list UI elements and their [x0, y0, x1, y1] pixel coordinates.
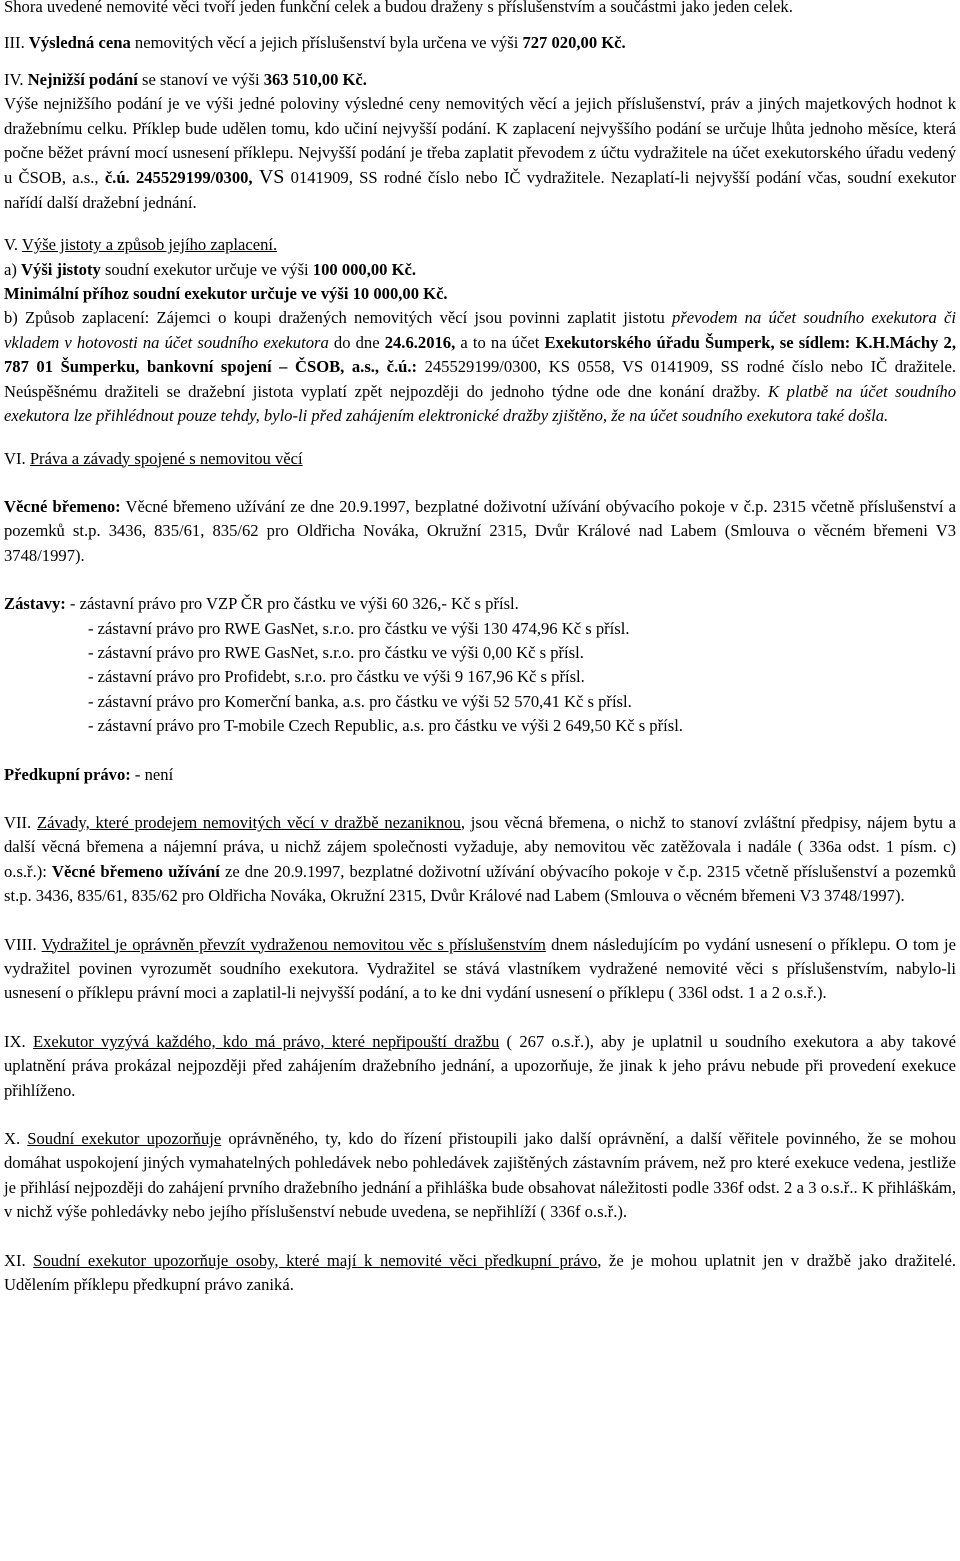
section-number: V.	[4, 235, 18, 255]
intro-paragraph: Shora uvedené nemovité věci tvoří jeden funkční celek a budou draženy s příslušenstvím a součástmi jako jeden celek.	[4, 0, 793, 16]
section-v-b	[4, 306, 956, 428]
section-v-b-account: 245529199/0300, KS 0558, VS 0141909,	[417, 357, 714, 377]
section-number: IX.	[4, 1031, 26, 1051]
section-iv-ss: SS rodné číslo nebo IČ vydražitele.	[352, 168, 605, 188]
section-v-b-prefix: b) Způsob zaplacení: Zájemci o koupi dražených nemovitých věcí jsou povinni zaplatit jistotu	[4, 308, 672, 328]
preemption-label: Předkupní právo:	[4, 764, 131, 784]
section-iv-account: č.ú. 245529199/0300,	[104, 168, 253, 188]
document-page	[4, 0, 956, 1297]
section-v-b-italic2: K platbě na účet soudního exekutora lze přihlédnout pouze tehdy, bylo-li před zahájením elektronické dražby zjištěno, že na účet soudního exekutora také došla.	[4, 381, 956, 426]
section-xi-paragraph	[4, 1249, 956, 1298]
lien-item: - zástavní právo pro Profidebt, s.r.o. pro částku ve výši 9 167,96 Kč s přísl.	[88, 667, 585, 687]
section-x-text: oprávněného, ty, kdo do řízení přistoupili jako další oprávnění, a další věřitele povinného, že se mohou domáhat uspokojení jiných vymahatelných pohledávek nebo pohledávek zajištěných zástavním právem, než pro které exekuce vedena, jestliže je přihlásí nejpozději do zahájení prvního dražebního jednání a přihláška bude obsahovat náležitosti podle 336f odst. 2 a 3 o.s.ř.. K přihláškám, v nichž výše pohledávky nebo jejího příslušenství nebude uvedena, se nepřihlíží ( 336f o.s.ř.).	[4, 1129, 956, 1222]
section-number: VII.	[4, 812, 32, 832]
section-number: VI.	[4, 448, 26, 468]
section-x-paragraph	[4, 1127, 956, 1225]
section-v-b-italic: převodem na účet soudního exekutora či vkladem v hotovosti na účet soudního exekutora	[4, 308, 956, 352]
section-v-b-text4: SS rodné číslo nebo IČ dražitele. Neúspěšnému dražiteli se dražební jistota vyplatí zpět nejpozději do jednoho týdne ode dne konání dražby.	[4, 357, 956, 401]
section-vii-bold: Věcné břemeno užívání	[51, 861, 220, 881]
section-iii-amount: 727 020,00 Kč.	[522, 33, 626, 53]
lien-item: - zástavní právo pro RWE GasNet, s.r.o. pro částku ve výši 130 474,96 Kč s přísl.	[88, 618, 630, 638]
section-iii-text: nemovitých věcí a jejich příslušenství byla určena ve výši	[130, 33, 523, 53]
section-v-a-amount: 100 000,00 Kč.	[312, 259, 417, 279]
section-xi-title: Soudní exekutor upozorňuje osoby, které mají k nemovité věci předkupní právo	[33, 1250, 598, 1270]
lien-item: - zástavní právo pro RWE GasNet, s.r.o. pro částku ve výši 0,00 Kč s přísl.	[88, 642, 584, 662]
section-iv-p2: Nezaplatí-li nejvyšší podání včas, soudní exekutor nařídí další dražební jednání.	[4, 168, 956, 212]
section-vi-heading	[4, 447, 956, 471]
section-v-a	[4, 258, 956, 282]
section-iv-bold: Nejnižší podání	[27, 69, 138, 89]
lien-item: - zástavní právo pro T-mobile Czech Republic, a.s. pro částku ve výši 2 649,50 Kč s přísl.	[88, 716, 683, 736]
section-v-b-text2: do dne	[328, 332, 385, 352]
section-vii-paragraph	[4, 811, 956, 909]
section-number: IV.	[4, 69, 24, 89]
section-ix-paragraph	[4, 1030, 956, 1103]
section-iv-paragraph	[4, 92, 956, 215]
section-v-a-text: soudní exekutor určuje ve výši	[100, 259, 313, 279]
section-v-title: Výše jistoty a způsob jejího zaplacení.	[21, 235, 278, 255]
liens-list	[4, 592, 956, 738]
section-ix-title: Exekutor vyzývá každého, kdo má právo, které nepřipouští dražbu	[32, 1031, 500, 1051]
section-v-b-date: 24.6.2016,	[384, 332, 456, 352]
section-v-heading	[4, 233, 956, 257]
section-v-a-bold: Výši jistoty	[21, 259, 101, 279]
section-v-a-prefix: a)	[4, 259, 22, 279]
easement-label: Věcné břemeno:	[4, 496, 121, 516]
section-ix-text: ( 267 o.s.ř.), aby je uplatnil u soudního exekutora a aby takové uplatnění práva prokázal nejpozději před zahájením dražebního jednání, a upozorňuje, že jinak k jeho právu nebude při provedení exekuce přihlíženo.	[4, 1031, 956, 1100]
section-vii-title: Závady, které prodejem nemovitých věcí v dražbě nezaniknou	[36, 812, 461, 832]
liens-label: Zástavy:	[4, 594, 66, 614]
preemption-text: - není	[130, 764, 174, 784]
section-iv-vs-value: 0141909,	[284, 168, 353, 188]
section-vii-text2: ze dne 20.9.1997, bezplatné doživotní užívání obývacího pokoje v č.p. 2315 včetně příslušenství a pozemků st.p. 3436, 835/61, 835/62 pro Oldřicha Nováka, Okružní 2315, Dvůr Králové nad Labem (Smlouva o věcném břemeni V3 3748/1997).	[4, 861, 956, 906]
easement-paragraph	[4, 495, 956, 568]
lien-item: - zástavní právo pro Komerční banka, a.s. pro částku ve výši 52 570,41 Kč s přísl.	[88, 691, 632, 711]
lien-text: - zástavní právo pro VZP ČR pro částku ve výši 60 326,- Kč s přísl.	[65, 594, 519, 614]
section-iii-bold: Výsledná cena	[28, 33, 131, 53]
section-vi-title: Práva a závady spojené s nemovitou věcí	[29, 448, 303, 468]
section-number: XI.	[4, 1250, 26, 1270]
easement-text: Věcné břemeno užívání ze dne 20.9.1997, bezplatné doživotní užívání obývacího pokoje v č.p. 2315 včetně příslušenství a pozemků st.p. 3436, 835/61, 835/62 pro Oldřicha Nováka, Okružní 2315, Dvůr Králové nad Labem (Smlouva o věcném břemeni V3 3748/1997).	[4, 496, 956, 565]
section-xi-text: , že je mohou uplatnit jen v dražbě jako dražitelé. Udělením příklepu předkupní právo zaniká.	[4, 1250, 956, 1295]
section-viii-paragraph	[4, 933, 956, 1006]
section-v-b-text3: a to na účet	[455, 332, 545, 352]
section-x-title: Soudní exekutor upozorňuje	[27, 1129, 222, 1149]
section-iv-vs-label: VS	[258, 166, 285, 189]
preemption-paragraph	[4, 763, 956, 787]
section-iv-p1: Výše nejnižšího podání je ve výši jedné poloviny výsledné ceny nemovitých věcí a jejich příslušenství, práv a jiných majetkových hodnot k dražebnímu celku. Příklep bude udělen tomu, kdo učiní nejvyšší podání. K zaplacení nejvyššího podání se určuje lhůta jednoho měsíce, která počne běžet právní mocí usnesení příklepu. Nejvyšší podání je třeba zaplatit převodem z účtu vydražitele na účet exekutorského úřadu vedený u ČSOB, a.s.,	[4, 94, 956, 188]
section-number: VIII.	[4, 934, 37, 954]
section-iv-text: se stanoví ve výši	[137, 69, 264, 89]
section-number: X.	[4, 1129, 21, 1149]
section-vii-text1: , jsou věcná břemena, o nichž to stanoví zvláštní předpisy, nájem bytu a další věcná břemena a nájemní práva, u nichž zájem společnosti vyžaduje, aby nemovitou věc zatěžovala i nadále ( 336a odst. 1 písm. c) o.s.ř.):	[4, 812, 957, 881]
section-iii-paragraph	[4, 31, 956, 55]
section-iv-amount: 363 510,00 Kč.	[263, 69, 367, 89]
section-iv-heading	[4, 68, 956, 92]
section-viii-text: dnem následujícím po vydání usnesení o příklepu. O tom je vydražitel povinen vyrozumět soudního exekutora. Vydražitel se stává vlastníkem vydražené nemovité věci s příslušenstvím, nabylo-li usnesení o příklepu právní moci a zaplatil-li nejvyšší podání, a to ke dni vydání usnesení o příklepu ( 336l odst. 1 a 2 o.s.ř.).	[4, 934, 956, 1003]
section-v-b-office: Exekutorského úřadu Šumperk, se sídlem: K.H.Máchy 2, 787 01 Šumperku, bankovní spojení – ČSOB, a.s., č.ú.:	[4, 332, 956, 377]
min-bid-text: Minimální příhoz soudní exekutor určuje ve výši 10 000,00 Kč.	[4, 284, 448, 304]
section-viii-title: Vydražitel je oprávněn převzít vydraženou nemovitou věc s příslušenstvím	[41, 934, 546, 954]
section-number: III.	[4, 33, 25, 53]
section-v-min-bid	[4, 282, 956, 306]
lien-item	[4, 592, 956, 616]
